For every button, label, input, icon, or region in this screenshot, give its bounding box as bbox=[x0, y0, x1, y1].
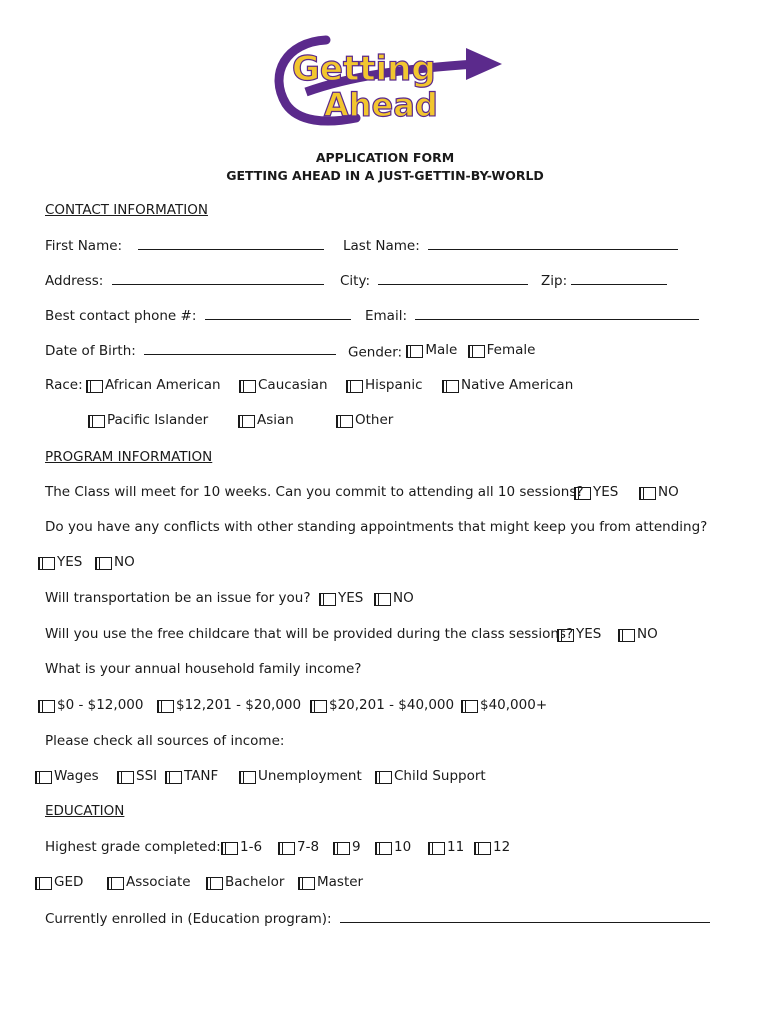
last-name-label: Last Name: bbox=[343, 238, 420, 254]
zip-label: Zip: bbox=[541, 273, 568, 289]
transportation-question: Will transportation be an issue for you? bbox=[45, 590, 311, 606]
checkbox-icon[interactable] bbox=[340, 415, 353, 428]
checkbox-icon[interactable] bbox=[242, 415, 255, 428]
checkbox-icon[interactable] bbox=[446, 380, 459, 393]
race-caucasian-option[interactable]: Caucasian bbox=[239, 377, 328, 393]
phone-field[interactable] bbox=[205, 307, 351, 320]
income-question: What is your annual household family income? bbox=[45, 661, 362, 677]
gender-row bbox=[348, 342, 535, 361]
checkbox-icon[interactable] bbox=[337, 842, 350, 855]
grade-10-option[interactable]: 10 bbox=[375, 839, 411, 855]
source-tanf-option[interactable]: TANF bbox=[165, 768, 218, 784]
checkbox-icon[interactable] bbox=[379, 771, 392, 784]
checkbox-icon[interactable] bbox=[302, 877, 315, 890]
race-asian-option[interactable]: Asian bbox=[238, 412, 294, 428]
checkbox-icon[interactable] bbox=[169, 771, 182, 784]
city-label: City: bbox=[340, 273, 371, 289]
svg-text:Ahead: Ahead bbox=[324, 86, 438, 124]
race-other-option[interactable]: Other bbox=[336, 412, 393, 428]
dob-label: Date of Birth: bbox=[45, 343, 136, 359]
address-field[interactable] bbox=[112, 272, 324, 285]
first-name-row bbox=[45, 237, 324, 254]
conflicts-yes-option[interactable]: YES bbox=[38, 554, 82, 570]
income-option-2[interactable]: $12,201 - $20,000 bbox=[157, 697, 301, 713]
form-title: APPLICATION FORM bbox=[315, 150, 455, 165]
email-field[interactable] bbox=[415, 307, 699, 320]
commit-yes-option[interactable]: YES bbox=[574, 484, 618, 500]
checkbox-icon[interactable] bbox=[478, 842, 491, 855]
svg-text:Getting: Getting bbox=[292, 49, 436, 89]
grade-7-8-option[interactable]: 7-8 bbox=[278, 839, 319, 855]
checkbox-icon[interactable] bbox=[578, 487, 591, 500]
income-option-1[interactable]: $0 - $12,000 bbox=[38, 697, 143, 713]
race-african-american-option[interactable]: African American bbox=[86, 377, 221, 393]
program-section-heading: PROGRAM INFORMATION bbox=[45, 449, 213, 465]
income-option-4[interactable]: $40,000+ bbox=[461, 697, 547, 713]
checkbox-icon[interactable] bbox=[42, 700, 55, 713]
checkbox-icon[interactable] bbox=[39, 771, 52, 784]
enrolled-field[interactable] bbox=[340, 910, 710, 923]
income-option-3[interactable]: $20,201 - $40,000 bbox=[310, 697, 454, 713]
getting-ahead-logo bbox=[266, 34, 506, 126]
address-label: Address: bbox=[45, 273, 104, 289]
contact-section-heading: CONTACT INFORMATION bbox=[45, 202, 208, 218]
race-pacific-islander-option[interactable]: Pacific Islander bbox=[88, 412, 208, 428]
race-native-american-option[interactable]: Native American bbox=[442, 377, 573, 393]
childcare-no-option[interactable]: NO bbox=[618, 626, 658, 642]
checkbox-icon[interactable] bbox=[243, 380, 256, 393]
checkbox-icon[interactable] bbox=[121, 771, 134, 784]
checkbox-icon[interactable] bbox=[378, 593, 391, 606]
gender-label: Gender: bbox=[348, 344, 403, 361]
checkbox-icon[interactable] bbox=[323, 593, 336, 606]
childcare-question: Will you use the free childcare that will be provided during the class sessions? bbox=[45, 626, 574, 642]
checkbox-icon[interactable] bbox=[92, 415, 105, 428]
checkbox-icon[interactable] bbox=[225, 842, 238, 855]
source-wages-option[interactable]: Wages bbox=[35, 768, 99, 784]
conflicts-no-option[interactable]: NO bbox=[95, 554, 135, 570]
checkbox-icon[interactable] bbox=[465, 700, 478, 713]
last-name-field[interactable] bbox=[428, 237, 678, 250]
source-ssi-option[interactable]: SSI bbox=[117, 768, 157, 784]
conflicts-question: Do you have any conflicts with other standing appointments that might keep you from attending? bbox=[45, 519, 708, 535]
phone-label: Best contact phone #: bbox=[45, 308, 197, 324]
checkbox-icon[interactable] bbox=[472, 345, 485, 358]
checkbox-icon[interactable] bbox=[42, 557, 55, 570]
checkbox-icon[interactable] bbox=[161, 700, 174, 713]
zip-field[interactable] bbox=[571, 272, 667, 285]
gender-female-option[interactable]: Female bbox=[468, 342, 536, 358]
checkbox-icon[interactable] bbox=[622, 629, 635, 642]
email-label: Email: bbox=[365, 308, 408, 324]
address-row bbox=[45, 272, 324, 289]
dob-row bbox=[45, 342, 336, 359]
degree-master-option[interactable]: Master bbox=[298, 874, 363, 890]
city-row bbox=[340, 272, 528, 289]
last-name-row bbox=[343, 237, 678, 254]
enrolled-label: Currently enrolled in (Education program): bbox=[45, 911, 332, 927]
checkbox-icon[interactable] bbox=[432, 842, 445, 855]
checkbox-icon[interactable] bbox=[314, 700, 327, 713]
checkbox-icon[interactable] bbox=[210, 877, 223, 890]
checkbox-icon[interactable] bbox=[99, 557, 112, 570]
childcare-yes-option[interactable]: YES bbox=[557, 626, 601, 642]
checkbox-icon[interactable] bbox=[379, 842, 392, 855]
degree-associate-option[interactable]: Associate bbox=[107, 874, 191, 890]
checkbox-icon[interactable] bbox=[350, 380, 363, 393]
checkbox-icon[interactable] bbox=[643, 487, 656, 500]
race-hispanic-option[interactable]: Hispanic bbox=[346, 377, 423, 393]
source-child-support-option[interactable]: Child Support bbox=[375, 768, 486, 784]
grade-12-option[interactable]: 12 bbox=[474, 839, 510, 855]
checkbox-icon[interactable] bbox=[410, 345, 423, 358]
degree-bachelor-option[interactable]: Bachelor bbox=[206, 874, 284, 890]
checkbox-icon[interactable] bbox=[282, 842, 295, 855]
dob-field[interactable] bbox=[144, 342, 336, 355]
enrolled-row bbox=[45, 910, 710, 927]
checkbox-icon[interactable] bbox=[39, 877, 52, 890]
phone-row bbox=[45, 307, 351, 324]
source-unemployment-option[interactable]: Unemployment bbox=[239, 768, 362, 784]
race-label: Race: bbox=[45, 377, 83, 393]
first-name-field[interactable] bbox=[138, 237, 324, 250]
degree-ged-option[interactable]: GED bbox=[35, 874, 83, 890]
city-field[interactable] bbox=[378, 272, 528, 285]
grade-11-option[interactable]: 11 bbox=[428, 839, 464, 855]
grade-9-option[interactable]: 9 bbox=[333, 839, 361, 855]
zip-row bbox=[541, 272, 667, 289]
gender-male-option[interactable]: Male bbox=[406, 342, 457, 358]
checkbox-icon[interactable] bbox=[111, 877, 124, 890]
grade-1-6-option[interactable]: 1-6 bbox=[221, 839, 262, 855]
form-subtitle: GETTING AHEAD IN A JUST-GETTIN-BY-WORLD bbox=[226, 168, 544, 183]
first-name-label: First Name: bbox=[45, 238, 123, 254]
commit-question: The Class will meet for 10 weeks. Can you commit to attending all 10 sessions? bbox=[45, 484, 584, 500]
transportation-no-option[interactable]: NO bbox=[374, 590, 414, 606]
commit-no-option[interactable]: NO bbox=[639, 484, 679, 500]
email-row bbox=[365, 307, 699, 324]
checkbox-icon[interactable] bbox=[243, 771, 256, 784]
checkbox-icon[interactable] bbox=[90, 380, 103, 393]
grade-label: Highest grade completed: bbox=[45, 839, 221, 855]
income-sources-question: Please check all sources of income: bbox=[45, 733, 285, 749]
checkbox-icon[interactable] bbox=[561, 629, 574, 642]
transportation-yes-option[interactable]: YES bbox=[319, 590, 363, 606]
education-section-heading: EDUCATION bbox=[45, 803, 125, 819]
